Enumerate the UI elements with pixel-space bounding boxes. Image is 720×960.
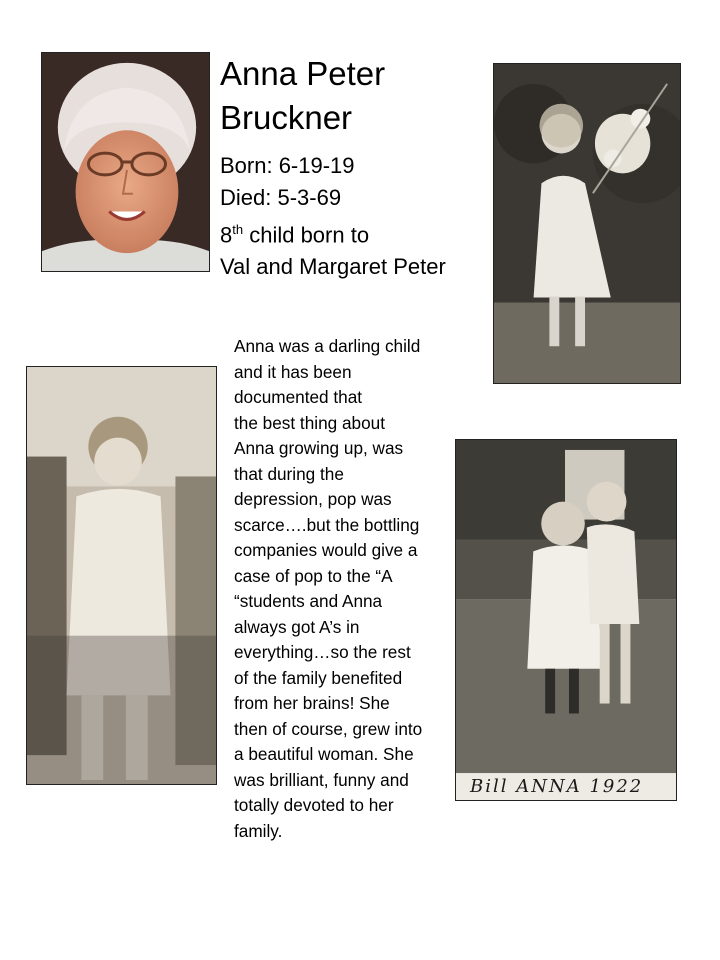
vital-facts [220, 150, 446, 283]
photo-caption: Bill ANNA 1922 [470, 776, 644, 797]
person-name [220, 52, 490, 140]
name-line-1: Anna Peter [220, 55, 386, 92]
died-date: Died: 5-3-69 [220, 185, 342, 210]
group-childhood-photo [26, 366, 217, 785]
girl-with-flowers-photo [493, 63, 681, 384]
birth-order-suffix: th [232, 222, 244, 237]
birth-order [220, 214, 446, 251]
parents-names: Val and Margaret Peter [220, 254, 446, 280]
born-date: Born: 6-19-19 [220, 153, 355, 178]
portrait-photo [41, 52, 210, 272]
birth-order-text: child born to [243, 222, 370, 248]
two-children-photo [455, 439, 677, 801]
story-text: Anna was a darling child and it has been documented that the best thing about Anna growing up, was that during the depression, pop was scarce….but the bottling companies would give a case of pop to the “A “students and Anna always got A’s in everything…so the rest of the family benefited from her brains! She then of course, grew into a beautiful woman. She was brilliant, funny and totally devoted to her family. [234, 336, 423, 841]
birth-order-number: 8 [220, 222, 233, 248]
name-line-2: Bruckner [220, 99, 353, 136]
